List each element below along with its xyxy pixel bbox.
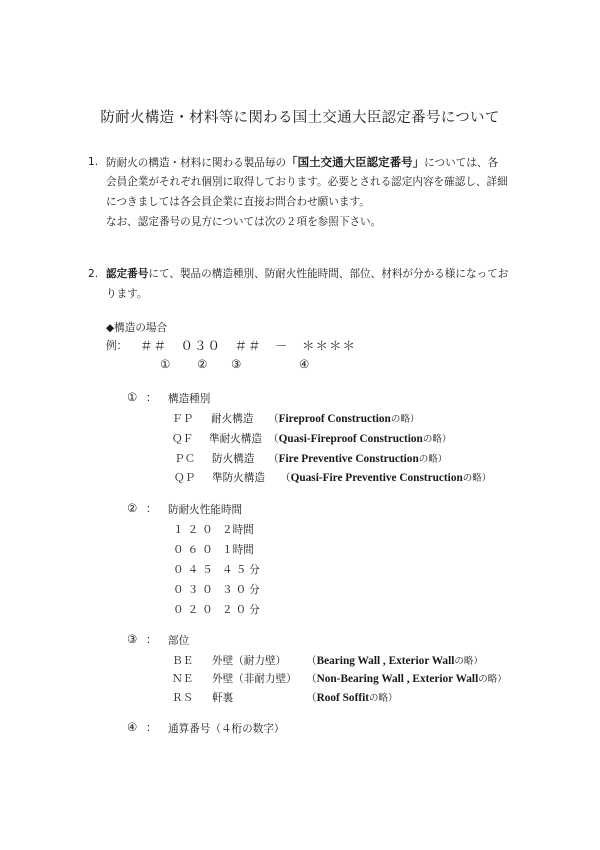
item-2-row-5-val: ２０分	[222, 604, 263, 616]
item-3-row-3-en: Roof Soffit	[316, 692, 369, 704]
item-1-row-2-code: ＱＦ	[172, 433, 194, 445]
page-title: 防耐火構造・材料等に関わる国土交通大臣認定番号について	[100, 110, 500, 126]
item-1-row-2-en: Quasi-Fireproof Construction	[278, 433, 423, 445]
item-1-row-3-en: Fire Preventive Construction	[278, 453, 419, 465]
item-1-row-1-en: Fireproof Construction	[278, 413, 391, 425]
section-1-line-1-bold: 「国土交通大臣認定番号」	[286, 155, 425, 169]
section-2-number: 2.	[88, 268, 99, 280]
item-1-row-4-jp: 準防火構造	[212, 472, 265, 484]
item-3-row-3-code: ＲＳ	[172, 692, 194, 704]
item-4-title: 通算番号（４桁の数字）	[168, 723, 285, 735]
item-2-row-3-code: ０４５	[173, 564, 217, 576]
item-1-row-4-desc: （Quasi-Fire Preventive Constructionの略）	[280, 472, 492, 484]
item-1-row-2-desc: （Quasi-Fireproof Constructionの略）	[268, 433, 452, 445]
item-2-marker: ②	[127, 501, 138, 515]
section-2-line-2: ります。	[106, 288, 148, 300]
item-1-row-3-code: ＰＣ	[174, 453, 196, 465]
item-3-row-3-jp: 軒裏	[212, 692, 234, 704]
section-1-line-2: 会員企業がそれぞれ個別に取得しております。必要とされる認定内容を確認し、詳細	[106, 176, 508, 188]
item-2-row-1-val: ２時間	[222, 524, 254, 536]
section-1-line-3: につきましては各会員企業に直接お問合わせ願います。	[106, 196, 370, 208]
section-1-line-1	[106, 152, 498, 173]
item-1-title: 構造種別	[168, 393, 211, 405]
item-1-row-1-desc: （Fireproof Constructionの略）	[268, 413, 420, 425]
item-1-row-4-code: ＱＰ	[174, 472, 196, 484]
item-2-colon: ：	[146, 503, 157, 515]
item-1-marker: ①	[127, 390, 138, 404]
example-heading: ◆構造の場合	[106, 322, 168, 334]
item-2-row-4-val: ３０分	[222, 584, 263, 596]
example-marker-1: ①	[160, 357, 171, 371]
item-2-row-1-code: １２０	[173, 524, 217, 536]
item-1-row-3-desc: （Fire Preventive Constructionの略）	[268, 453, 448, 465]
section-1-line-1-post: については、各	[424, 157, 499, 169]
section-2-line-1-bold: 認定番号	[106, 268, 149, 280]
section-1-line-4: なお、認定番号の見方については次の２項を参照下さい。	[106, 216, 382, 228]
item-4-colon: ：	[146, 722, 157, 734]
item-2-row-2-val: １時間	[222, 544, 254, 556]
item-3-row-2-en: Non-Bearing Wall , Exterior Wall	[316, 673, 479, 685]
section-1-number: 1.	[88, 156, 99, 168]
item-2-row-3-val: ４５分	[222, 564, 263, 576]
item-2-title: 防耐火性能時間	[168, 504, 243, 516]
item-3-marker: ③	[127, 632, 138, 646]
example-label: 例：	[106, 340, 128, 352]
item-3-row-1-desc: （Bearing Wall , Exterior Wallの略）	[306, 655, 483, 667]
section-1-line-1-pre: 防耐火の構造・材料に関わる製品毎の	[106, 157, 287, 169]
example-marker-3: ③	[231, 357, 242, 371]
item-3-row-2-jp: 外壁（非耐力壁）	[212, 673, 297, 685]
item-3-row-3-desc: （Roof Soffitの略）	[306, 692, 398, 704]
item-2-row-2-code: ０６０	[173, 544, 217, 556]
item-1-row-1-code: ＦＰ	[172, 413, 194, 425]
item-3-title: 部位	[168, 635, 190, 647]
section-2-line-1	[106, 264, 508, 284]
item-3-row-1-jp: 外壁（耐力壁）	[212, 655, 287, 667]
item-1-row-4-en: Quasi-Fire Preventive Construction	[290, 472, 463, 484]
item-3-row-1-code: ＢＥ	[172, 655, 194, 667]
item-2-row-4-code: ０３０	[173, 584, 217, 596]
item-3-colon: ：	[146, 634, 157, 646]
item-1-row-2-jp: 準耐火構造	[209, 433, 262, 445]
item-1-row-1-jp: 耐火構造	[211, 413, 254, 425]
item-1-row-3-jp: 防火構造	[212, 453, 255, 465]
item-3-row-1-en: Bearing Wall , Exterior Wall	[316, 655, 455, 667]
example-marker-2: ②	[197, 357, 208, 371]
item-1-colon: ：	[146, 392, 157, 404]
section-2-line-1-post: にて、製品の構造種別、防耐火性能時間、部位、材料が分かる様になってお	[148, 268, 509, 280]
item-3-row-2-code: ＮＥ	[172, 673, 194, 685]
example-code: ＃＃ ０３０ ＃＃ － ＊＊＊＊	[140, 338, 357, 353]
item-4-marker: ④	[127, 720, 138, 734]
example-marker-4: ④	[299, 357, 310, 371]
item-2-row-5-code: ０２０	[173, 604, 217, 616]
item-3-row-2-desc: （Non-Bearing Wall , Exterior Wallの略）	[306, 673, 507, 685]
